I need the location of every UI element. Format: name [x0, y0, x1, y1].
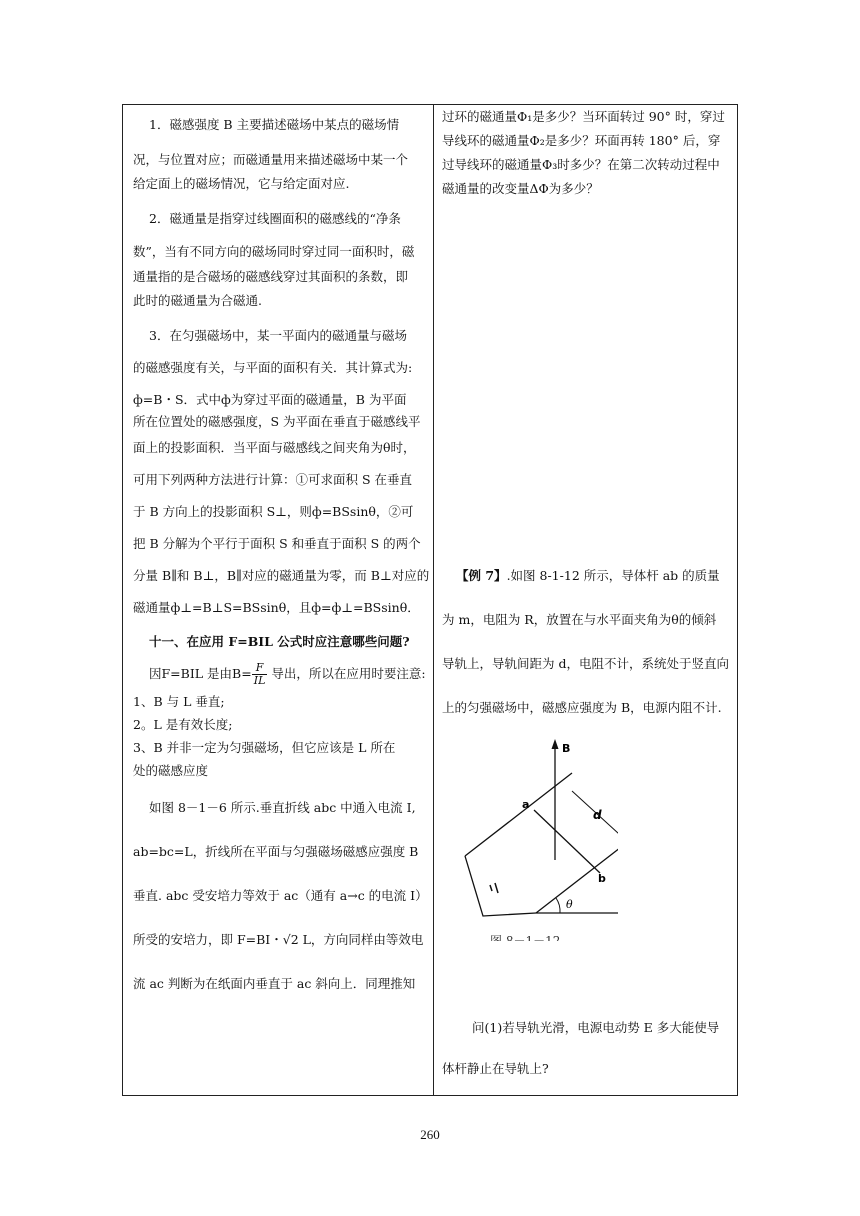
fraction-numerator: F [252, 662, 268, 675]
question-line: 体杆静止在导轨上? [442, 1061, 549, 1076]
paragraph-line: 2．磁通量是指穿过线圈面积的磁感线的“净条 [149, 211, 401, 226]
label-a: a [522, 798, 530, 811]
paragraph-line: 导线环的磁通量Φ₂是多少？环面再转 180° 后，穿 [442, 133, 721, 148]
question-line: 问(1)若导轨光滑，电源电动势 E 多大能使导 [472, 1020, 720, 1035]
label-d: d [593, 808, 602, 822]
paragraph-line: 数”，当有不同方向的磁场同时穿过同一面积时，磁 [133, 244, 415, 259]
battery-plate [490, 885, 492, 891]
paragraph-line: 况，与位置对应；而磁通量用来描述磁场中某一个 [133, 152, 409, 167]
circuit-wire [465, 856, 536, 916]
example-line: 流 ac 判断为在纸面内垂直于 ac 斜向上．同理推知 [133, 976, 416, 991]
label-b-point: b [598, 872, 606, 885]
theta-arc [556, 898, 560, 913]
paragraph-line: 所在位置处的磁感强度，S 为平面在垂直于磁感线平 [133, 414, 421, 429]
note-line: 处的磁感应度 [133, 763, 209, 778]
example7-label: 【例 7】 [456, 568, 507, 583]
fraction-denominator: IL [253, 674, 266, 687]
paragraph-line: 过环的磁通量Φ₁是多少？当环面转过 90° 时，穿过 [442, 109, 725, 124]
paragraph-line: 分量 B∥和 B⊥，B∥对应的磁通量为零，而 B⊥对应的 [133, 568, 430, 583]
upper-rail [465, 773, 572, 856]
derivation-suffix: 导出，所以在应用时要注意: [267, 666, 426, 681]
label-b: B [562, 742, 571, 755]
paragraph-line: 磁通量的改变量ΔΦ为多少？ [442, 181, 599, 196]
paragraph-line: 磁通量ф⊥=B⊥S=BSsinθ，且ф=ф⊥=BSsinθ． [133, 600, 420, 615]
paragraph-line: 把 B 分解为个平行于面积 S 和垂直于面积 S 的两个 [133, 536, 421, 551]
note-line: 3、B 并非一定为匀强磁场，但它应该是 L 所在 [133, 740, 396, 755]
derivation-prefix: 因F=BIL 是由B= [149, 666, 252, 681]
example-line: 所受的安培力，即 F=BI・√2 L，方向同样由等效电 [133, 932, 424, 947]
paragraph-line: 过导线环的磁通量Φ₃时多少？在第二次转动过程中 [442, 157, 720, 172]
paragraph-line: 此时的磁通量为合磁通. [133, 293, 262, 308]
page-number: 260 [420, 1127, 440, 1142]
example-line: ab=bc=L，折线所在平面与匀强磁场磁感应强度 B [133, 844, 419, 859]
example-line: 如图 8－1－6 所示.垂直折线 abc 中通入电流 I, [149, 800, 416, 815]
note-line: 1、B 与 L 垂直; [133, 694, 225, 709]
section-title: 十一、在应用 F=BIL 公式时应注意哪些问题? [149, 634, 410, 649]
paragraph-line: 的磁感强度有关，与平面的面积有关．其计算式为: [133, 360, 413, 375]
note-line: 2。L 是有效长度; [133, 717, 233, 732]
example7-line [456, 566, 720, 586]
paragraph-line: 1．磁感强度 B 主要描述磁场中某点的磁场情 [149, 117, 400, 132]
derivation-line [149, 659, 426, 689]
rail-figure [338, 735, 618, 950]
paragraph-line: 通量指的是合磁场的磁感线穿过其面积的条数，即 [133, 269, 409, 284]
b-arrow-head [552, 739, 559, 749]
label-theta: θ [566, 898, 573, 911]
paragraph-line: 3．在匀强磁场中，某一平面内的磁通量与磁场 [149, 328, 407, 343]
paragraph-line: 于 B 方向上的投影面积 S⊥，则ф=BSsinθ，②可 [133, 504, 414, 519]
paragraph-line: 面上的投影面积．当平面与磁感线之间夹角为θ时， [133, 440, 416, 455]
fraction [252, 662, 268, 687]
example7-line: 导轨上，导轨间距为 d，电阻不计，系统处于竖直向 [442, 656, 729, 671]
paragraph-line: 给定面上的磁场情况，它与给定面对应. [133, 176, 350, 191]
battery-plate [495, 883, 498, 893]
example7-line: 上的匀强磁场中，磁感应强度为 B，电源内阻不计. [442, 700, 722, 715]
example7-text: .如图 8-1-12 所示，导体杆 ab 的质量 [506, 568, 720, 583]
conductor-ab [534, 810, 600, 873]
paragraph-line: 可用下列两种方法进行计算：①可求面积 S 在垂直 [133, 472, 413, 487]
example-line: 垂直. abc 受安培力等效于 ac（通有 a→c 的电流 I） [133, 888, 428, 903]
figure-caption: 图 8－1－12 [490, 934, 561, 948]
paragraph-line: ф=B・S．式中ф为穿过平面的磁通量，B 为平面 [133, 392, 407, 407]
caption-clip [490, 934, 560, 948]
example7-line: 为 m，电阻为 R，放置在与水平面夹角为θ的倾斜 [442, 612, 717, 627]
